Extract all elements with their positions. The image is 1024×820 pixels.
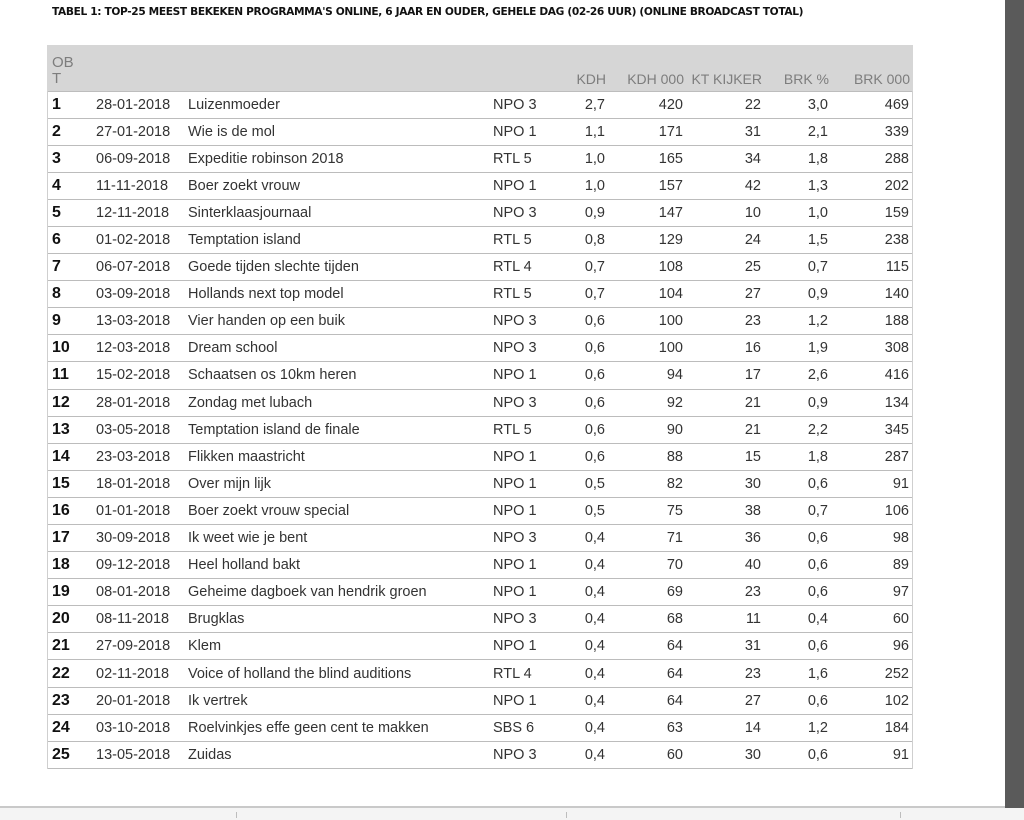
row-ktkijker: 11 — [687, 606, 765, 633]
row-brk000: 96 — [832, 633, 913, 660]
row-rank: 9 — [47, 308, 92, 335]
row-brkpct: 0,6 — [765, 741, 832, 768]
row-brkpct: 1,8 — [765, 145, 832, 172]
row-kdh000: 75 — [609, 497, 687, 524]
row-kdh: 0,4 — [559, 525, 609, 552]
row-program: Zondag met lubach — [184, 389, 489, 416]
row-ktkijker: 42 — [687, 172, 765, 199]
table-row — [47, 281, 913, 308]
row-kdh000: 104 — [609, 281, 687, 308]
row-brkpct: 0,7 — [765, 254, 832, 281]
row-kdh: 0,4 — [559, 552, 609, 579]
row-program: Expeditie robinson 2018 — [184, 145, 489, 172]
row-brkpct: 1,8 — [765, 443, 832, 470]
row-rank: 1 — [47, 91, 92, 118]
row-kdh: 0,6 — [559, 335, 609, 362]
row-brkpct: 1,2 — [765, 714, 832, 741]
row-rank: 24 — [47, 714, 92, 741]
row-ktkijker: 21 — [687, 416, 765, 443]
row-channel: RTL 5 — [489, 145, 559, 172]
row-brk000: 106 — [832, 497, 913, 524]
row-date: 30-09-2018 — [92, 525, 184, 552]
row-date: 03-05-2018 — [92, 416, 184, 443]
row-ktkijker: 10 — [687, 199, 765, 226]
row-kdh: 0,6 — [559, 308, 609, 335]
row-date: 02-11-2018 — [92, 660, 184, 687]
table-row — [47, 199, 913, 226]
row-program: Schaatsen os 10km heren — [184, 362, 489, 389]
row-program: Geheime dagboek van hendrik groen — [184, 579, 489, 606]
row-kdh000: 88 — [609, 443, 687, 470]
row-brk000: 308 — [832, 335, 913, 362]
table-row — [47, 443, 913, 470]
table-row — [47, 172, 913, 199]
row-kdh: 0,7 — [559, 254, 609, 281]
page-tick-mark — [900, 812, 901, 818]
row-brk000: 345 — [832, 416, 913, 443]
row-channel: NPO 3 — [489, 335, 559, 362]
row-brk000: 102 — [832, 687, 913, 714]
row-program: Temptation island — [184, 226, 489, 253]
row-program: Roelvinkjes effe geen cent te makken — [184, 714, 489, 741]
row-channel: NPO 3 — [489, 199, 559, 226]
row-kdh: 0,5 — [559, 497, 609, 524]
row-kdh000: 171 — [609, 118, 687, 145]
row-kdh: 0,4 — [559, 741, 609, 768]
row-brkpct: 0,6 — [765, 552, 832, 579]
table-row — [47, 389, 913, 416]
table-row — [47, 525, 913, 552]
header-kdh: KDH — [559, 45, 609, 91]
row-date: 18-01-2018 — [92, 470, 184, 497]
row-kdh000: 68 — [609, 606, 687, 633]
row-brk000: 252 — [832, 660, 913, 687]
header-brkpct: BRK % — [765, 45, 832, 91]
row-brkpct: 0,6 — [765, 470, 832, 497]
next-page-strip — [0, 808, 1024, 820]
row-brk000: 288 — [832, 145, 913, 172]
row-channel: RTL 5 — [489, 281, 559, 308]
row-date: 01-02-2018 — [92, 226, 184, 253]
row-ktkijker: 30 — [687, 741, 765, 768]
row-ktkijker: 22 — [687, 91, 765, 118]
table-row — [47, 660, 913, 687]
row-ktkijker: 24 — [687, 226, 765, 253]
row-channel: NPO 1 — [489, 470, 559, 497]
row-program: Brugklas — [184, 606, 489, 633]
table-row — [47, 416, 913, 443]
row-channel: RTL 5 — [489, 226, 559, 253]
row-program: Ik vertrek — [184, 687, 489, 714]
row-brk000: 91 — [832, 741, 913, 768]
row-brkpct: 0,4 — [765, 606, 832, 633]
row-brk000: 60 — [832, 606, 913, 633]
row-kdh000: 129 — [609, 226, 687, 253]
row-program: Sinterklaasjournaal — [184, 199, 489, 226]
row-program: Boer zoekt vrouw — [184, 172, 489, 199]
row-date: 03-10-2018 — [92, 714, 184, 741]
table-row — [47, 687, 913, 714]
row-kdh: 0,5 — [559, 470, 609, 497]
row-kdh: 0,4 — [559, 714, 609, 741]
row-brkpct: 0,6 — [765, 633, 832, 660]
row-brk000: 115 — [832, 254, 913, 281]
row-date: 23-03-2018 — [92, 443, 184, 470]
row-date: 28-01-2018 — [92, 389, 184, 416]
row-rank: 7 — [47, 254, 92, 281]
row-brkpct: 1,5 — [765, 226, 832, 253]
row-kdh: 0,4 — [559, 660, 609, 687]
row-kdh000: 165 — [609, 145, 687, 172]
row-date: 27-01-2018 — [92, 118, 184, 145]
row-kdh000: 64 — [609, 633, 687, 660]
row-kdh: 0,9 — [559, 199, 609, 226]
row-ktkijker: 27 — [687, 281, 765, 308]
row-rank: 19 — [47, 579, 92, 606]
row-channel: SBS 6 — [489, 714, 559, 741]
row-ktkijker: 14 — [687, 714, 765, 741]
row-channel: NPO 1 — [489, 443, 559, 470]
table-left-border — [47, 91, 48, 769]
row-kdh000: 100 — [609, 335, 687, 362]
row-brkpct: 0,9 — [765, 389, 832, 416]
table-row — [47, 497, 913, 524]
row-brkpct: 0,6 — [765, 525, 832, 552]
row-rank: 11 — [47, 362, 92, 389]
row-rank: 23 — [47, 687, 92, 714]
row-ktkijker: 23 — [687, 579, 765, 606]
row-brk000: 89 — [832, 552, 913, 579]
row-program: Heel holland bakt — [184, 552, 489, 579]
row-rank: 22 — [47, 660, 92, 687]
row-kdh: 2,7 — [559, 91, 609, 118]
row-ktkijker: 15 — [687, 443, 765, 470]
table-row — [47, 741, 913, 768]
row-rank: 16 — [47, 497, 92, 524]
row-program: Dream school — [184, 335, 489, 362]
row-ktkijker: 31 — [687, 118, 765, 145]
row-kdh: 1,0 — [559, 145, 609, 172]
row-channel: NPO 1 — [489, 497, 559, 524]
row-brk000: 416 — [832, 362, 913, 389]
row-channel: RTL 4 — [489, 254, 559, 281]
row-date: 08-01-2018 — [92, 579, 184, 606]
header-kdh000: KDH 000 — [609, 45, 687, 91]
row-rank: 14 — [47, 443, 92, 470]
row-ktkijker: 31 — [687, 633, 765, 660]
row-ktkijker: 17 — [687, 362, 765, 389]
row-program: Klem — [184, 633, 489, 660]
table-row — [47, 633, 913, 660]
row-date: 08-11-2018 — [92, 606, 184, 633]
row-program: Flikken maastricht — [184, 443, 489, 470]
row-kdh: 0,4 — [559, 606, 609, 633]
table-row — [47, 714, 913, 741]
row-rank: 18 — [47, 552, 92, 579]
row-program: Over mijn lijk — [184, 470, 489, 497]
row-brkpct: 2,6 — [765, 362, 832, 389]
row-kdh000: 71 — [609, 525, 687, 552]
row-rank: 2 — [47, 118, 92, 145]
row-channel: RTL 5 — [489, 416, 559, 443]
row-brkpct: 0,6 — [765, 579, 832, 606]
row-rank: 10 — [47, 335, 92, 362]
row-channel: NPO 3 — [489, 91, 559, 118]
row-channel: NPO 3 — [489, 525, 559, 552]
ratings-table — [47, 45, 913, 769]
row-rank: 3 — [47, 145, 92, 172]
row-brkpct: 1,6 — [765, 660, 832, 687]
row-channel: NPO 1 — [489, 172, 559, 199]
row-kdh: 0,7 — [559, 281, 609, 308]
row-program: Vier handen op een buik — [184, 308, 489, 335]
row-kdh: 0,4 — [559, 687, 609, 714]
row-date: 20-01-2018 — [92, 687, 184, 714]
row-brk000: 188 — [832, 308, 913, 335]
row-channel: NPO 1 — [489, 362, 559, 389]
row-rank: 4 — [47, 172, 92, 199]
row-channel: NPO 3 — [489, 308, 559, 335]
row-channel: NPO 3 — [489, 606, 559, 633]
row-brk000: 238 — [832, 226, 913, 253]
row-kdh000: 70 — [609, 552, 687, 579]
table-row — [47, 226, 913, 253]
row-date: 01-01-2018 — [92, 497, 184, 524]
table-title: TABEL 1: TOP-25 MEEST BEKEKEN PROGRAMMA'S ONLINE, 6 JAAR EN OUDER, GEHELE DAG (02-26 UUR) (ONLINE BROADCAST TOTAL) — [52, 6, 804, 18]
row-rank: 12 — [47, 389, 92, 416]
row-brk000: 469 — [832, 91, 913, 118]
table-header-row — [47, 45, 913, 91]
table-row — [47, 254, 913, 281]
row-rank: 15 — [47, 470, 92, 497]
row-date: 27-09-2018 — [92, 633, 184, 660]
header-rank-line1: OB — [52, 53, 74, 71]
table-row — [47, 335, 913, 362]
row-ktkijker: 40 — [687, 552, 765, 579]
row-brkpct: 1,0 — [765, 199, 832, 226]
row-brkpct: 1,2 — [765, 308, 832, 335]
row-date: 12-03-2018 — [92, 335, 184, 362]
row-program: Zuidas — [184, 741, 489, 768]
row-kdh: 1,1 — [559, 118, 609, 145]
row-date: 28-01-2018 — [92, 91, 184, 118]
row-ktkijker: 16 — [687, 335, 765, 362]
table-right-border — [912, 91, 913, 769]
row-channel: NPO 1 — [489, 118, 559, 145]
header-channel — [489, 45, 559, 91]
table-row — [47, 91, 913, 118]
row-ktkijker: 25 — [687, 254, 765, 281]
row-kdh: 1,0 — [559, 172, 609, 199]
row-kdh: 0,6 — [559, 389, 609, 416]
row-kdh: 0,8 — [559, 226, 609, 253]
row-ktkijker: 34 — [687, 145, 765, 172]
row-brkpct: 2,2 — [765, 416, 832, 443]
row-channel: NPO 1 — [489, 633, 559, 660]
row-channel: NPO 3 — [489, 741, 559, 768]
row-brk000: 134 — [832, 389, 913, 416]
page-tick-mark — [566, 812, 567, 818]
table-row — [47, 606, 913, 633]
row-ktkijker: 21 — [687, 389, 765, 416]
row-brk000: 184 — [832, 714, 913, 741]
row-rank: 25 — [47, 741, 92, 768]
row-kdh000: 64 — [609, 687, 687, 714]
row-date: 06-07-2018 — [92, 254, 184, 281]
row-kdh000: 69 — [609, 579, 687, 606]
row-kdh000: 64 — [609, 660, 687, 687]
table-row — [47, 552, 913, 579]
row-rank: 6 — [47, 226, 92, 253]
row-kdh000: 108 — [609, 254, 687, 281]
header-date — [92, 45, 184, 91]
row-ktkijker: 23 — [687, 660, 765, 687]
row-kdh000: 147 — [609, 199, 687, 226]
row-date: 03-09-2018 — [92, 281, 184, 308]
row-program: Luizenmoeder — [184, 91, 489, 118]
row-date: 12-11-2018 — [92, 199, 184, 226]
row-ktkijker: 38 — [687, 497, 765, 524]
row-kdh000: 420 — [609, 91, 687, 118]
row-brk000: 287 — [832, 443, 913, 470]
row-program: Hollands next top model — [184, 281, 489, 308]
row-brk000: 140 — [832, 281, 913, 308]
row-date: 09-12-2018 — [92, 552, 184, 579]
row-channel: NPO 1 — [489, 552, 559, 579]
row-brkpct: 0,9 — [765, 281, 832, 308]
row-channel: NPO 1 — [489, 579, 559, 606]
row-brkpct: 3,0 — [765, 91, 832, 118]
row-brkpct: 2,1 — [765, 118, 832, 145]
row-ktkijker: 36 — [687, 525, 765, 552]
row-kdh000: 92 — [609, 389, 687, 416]
row-date: 11-11-2018 — [92, 172, 184, 199]
header-program — [184, 45, 489, 91]
row-rank: 21 — [47, 633, 92, 660]
row-rank: 5 — [47, 199, 92, 226]
row-brkpct: 1,3 — [765, 172, 832, 199]
row-rank: 8 — [47, 281, 92, 308]
row-kdh: 0,6 — [559, 443, 609, 470]
row-brk000: 98 — [832, 525, 913, 552]
row-kdh000: 82 — [609, 470, 687, 497]
row-kdh: 0,4 — [559, 579, 609, 606]
table-row — [47, 579, 913, 606]
row-date: 13-03-2018 — [92, 308, 184, 335]
row-program: Voice of holland the blind auditions — [184, 660, 489, 687]
table-row — [47, 145, 913, 172]
table-row — [47, 470, 913, 497]
row-rank: 13 — [47, 416, 92, 443]
row-brk000: 97 — [832, 579, 913, 606]
row-brk000: 202 — [832, 172, 913, 199]
row-date: 13-05-2018 — [92, 741, 184, 768]
header-brk000: BRK 000 — [832, 45, 913, 91]
row-brkpct: 1,9 — [765, 335, 832, 362]
row-kdh: 0,4 — [559, 633, 609, 660]
table-row — [47, 308, 913, 335]
row-date: 06-09-2018 — [92, 145, 184, 172]
viewer-scrollbar-track[interactable] — [1005, 0, 1024, 808]
header-ktkijker: KT KIJKER — [687, 45, 765, 91]
row-brkpct: 0,7 — [765, 497, 832, 524]
row-program: Boer zoekt vrouw special — [184, 497, 489, 524]
row-brk000: 159 — [832, 199, 913, 226]
row-kdh: 0,6 — [559, 416, 609, 443]
row-date: 15-02-2018 — [92, 362, 184, 389]
row-ktkijker: 23 — [687, 308, 765, 335]
row-program: Ik weet wie je bent — [184, 525, 489, 552]
row-kdh: 0,6 — [559, 362, 609, 389]
row-brkpct: 0,6 — [765, 687, 832, 714]
row-kdh000: 157 — [609, 172, 687, 199]
row-channel: NPO 3 — [489, 389, 559, 416]
page-tick-mark — [236, 812, 237, 818]
row-kdh000: 90 — [609, 416, 687, 443]
table-body — [47, 91, 913, 768]
row-program: Goede tijden slechte tijden — [184, 254, 489, 281]
row-channel: RTL 4 — [489, 660, 559, 687]
row-brk000: 339 — [832, 118, 913, 145]
row-brk000: 91 — [832, 470, 913, 497]
row-ktkijker: 30 — [687, 470, 765, 497]
table-row — [47, 362, 913, 389]
row-kdh000: 60 — [609, 741, 687, 768]
row-rank: 17 — [47, 525, 92, 552]
row-rank: 20 — [47, 606, 92, 633]
row-program: Wie is de mol — [184, 118, 489, 145]
row-kdh000: 100 — [609, 308, 687, 335]
row-kdh000: 63 — [609, 714, 687, 741]
row-kdh000: 94 — [609, 362, 687, 389]
row-channel: NPO 1 — [489, 687, 559, 714]
header-rank — [47, 45, 92, 91]
row-ktkijker: 27 — [687, 687, 765, 714]
header-rank-line2: T — [52, 69, 62, 87]
row-program: Temptation island de finale — [184, 416, 489, 443]
table-row — [47, 118, 913, 145]
